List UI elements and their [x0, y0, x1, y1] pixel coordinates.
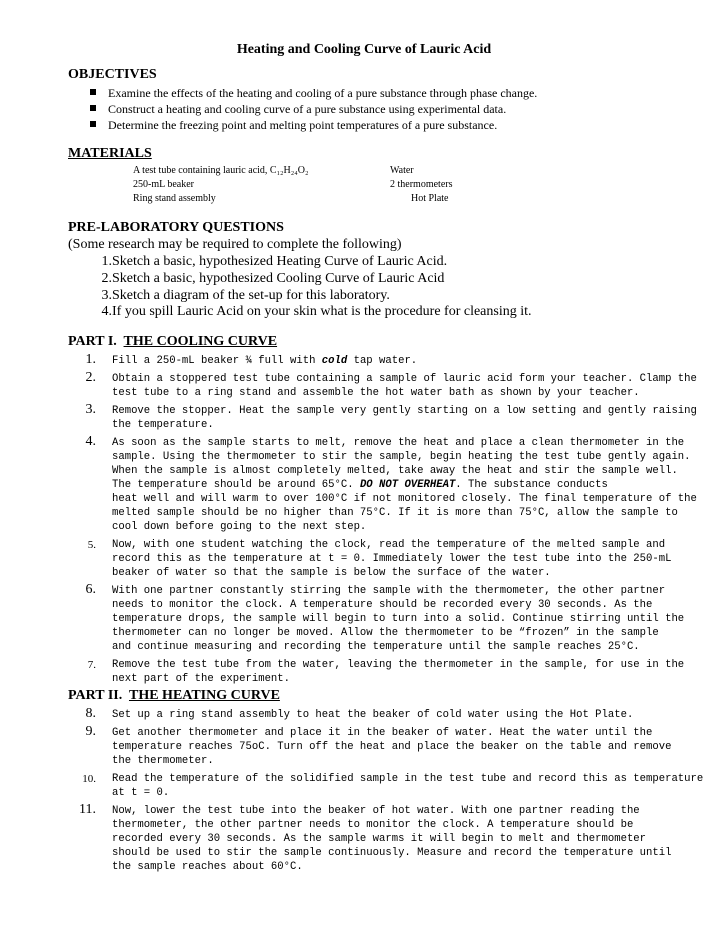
material-item: Water — [390, 165, 414, 176]
step-text-line: Now, with one student watching the clock, read the temperature of the melted sample and — [112, 539, 666, 551]
step-text-line: When the sample is almost completely melted, take away the heat and stir the sample well. — [112, 465, 678, 477]
step-text-line: Get another thermometer and place it in the beaker of water. Heat the water until the — [112, 727, 653, 739]
part1-heading: PART I. THE COOLING CURVE — [68, 334, 278, 349]
step-text-line: the temperature. — [112, 419, 214, 431]
step-number: 8. — [85, 706, 96, 721]
step-text-line: the thermometer. — [112, 755, 214, 767]
material-item: 250-mL beaker — [133, 179, 194, 190]
material-item: Ring stand assembly — [133, 193, 216, 204]
step-number: 1. — [85, 352, 96, 367]
step-text-line: As soon as the sample starts to melt, remove the heat and place a clean thermometer in the — [112, 437, 685, 449]
step-number: 7. — [87, 659, 96, 671]
step-number: 9. — [85, 724, 96, 739]
step-number: 4. — [85, 434, 96, 449]
objectives-heading: OBJECTIVES — [68, 67, 157, 82]
step-text-line: heat well and will warm to over 100°C if not monitored closely. The final temperature of the — [112, 493, 697, 505]
material-item: A test tube containing lauric acid, C₁₂H₂₄O₂ — [133, 165, 309, 176]
step-text-line: Remove the test tube from the water, leaving the thermometer in the sample, for use in the — [112, 659, 685, 671]
step-text-line: Now, lower the test tube into the beaker of hot water. With one partner reading the — [112, 805, 640, 817]
emphasis-text: cold — [321, 355, 348, 367]
step-number: 6. — [85, 582, 96, 597]
step-text-line: the sample reaches about 60°C. — [112, 861, 303, 873]
prelab-intro: (Some research may be required to complete the following) — [68, 237, 402, 252]
step-number: 2. — [85, 370, 96, 385]
step-text-line: at t = 0. — [112, 787, 170, 799]
step-text-line: and continue measuring and recording the temperature until the sample reaches 25°C. — [112, 641, 640, 653]
step-text-line: melted sample should be no higher than 75°C. If it is more than 75°C, allow the sample to — [112, 507, 678, 519]
step-text-line: thermometer can no longer be moved. Allow the thermometer to be “frozen” in the sample — [112, 627, 659, 639]
square-bullet-icon — [90, 89, 96, 95]
prelab-heading: PRE-LABORATORY QUESTIONS — [68, 220, 284, 235]
step-text-line: Fill a 250-mL beaker ¾ full with cold tap water. — [112, 355, 418, 367]
step-text-line: temperature drops, the sample will begin to turn into a solid. Continue stirring until the — [112, 613, 685, 625]
step-text-line: With one partner constantly stirring the sample with the thermometer, the other partner — [112, 585, 666, 597]
step-text-line: test tube to a ring stand and assemble the hot water bath as shown by your teacher. — [112, 387, 640, 399]
page-title: Heating and Cooling Curve of Lauric Acid — [236, 42, 492, 57]
step-text-line: Set up a ring stand assembly to heat the beaker of cold water using the Hot Plate. — [112, 709, 634, 721]
step-text-line: The temperature should be around 65°C. DO NOT OVERHEAT. The substance conducts — [112, 479, 608, 491]
step-number: 10. — [82, 773, 96, 785]
step-text-line: record this as the temperature at t = 0. Immediately lower the test tube into the 250-mL — [112, 553, 672, 565]
step-text-line: sample. Using the thermometer to stir the sample, begin heating the test tube gently again. — [112, 451, 691, 463]
step-text-line: recorded every 30 seconds. As the sample warms it will begin to melt and thermometer — [112, 833, 647, 845]
square-bullet-icon — [90, 121, 96, 127]
material-item: 2 thermometers — [390, 179, 453, 190]
step-number: 5. — [87, 539, 96, 551]
step-text-line: cool down before going to the next step. — [112, 521, 367, 533]
material-item: Hot Plate — [411, 193, 449, 204]
step-number: 3. — [85, 402, 96, 417]
document-page: Heating and Cooling Curve of Lauric Acid OBJECTIVES Examine the effects of the heating and cooling of a pure substance through phase change. Construct a heating and cooling curve of a pure substance using experimental data. Determine the freezing point and melting point temperatures of a pure substance. MATERIALS A test tube containing lauric acid, C₁₂H₂₄O₂ 250-mL beaker Ring stand assembly Water 2 thermometers Hot Plate PRE-LABORATORY QUESTIONS (Some research may be required to complete the following) 1. Sketch a basic, hypothesized Heating Curve of Lauric Acid. 2. Sketch a basic, hypothesized Cooling Curve of Lauric Acid 3. Sketch a diagram of the set-up for this laboratory. 4. If you spill Lauric Acid on your skin what is the procedure for cleansing it. PART I. THE COOLING CURVE 1. Fill a 250-mL beaker ¾ full with cold tap water. 2. Obtain a stoppered test tube containing a sample of lauric acid form your teacher. Clamp the test tube to a ring stand and assemble the hot water bath as shown by your teacher. 3. Remove the stopper. Heat the sample very gently starting on a low setting and gently raising the temperature. 4. As soon as the sample starts to melt, remove the heat and place a clean thermometer in the sample. Using the thermometer to stir the sample, begin heating the test tube gently again. When the sample is almost completely melted, take away the heat and stir the sample well. The temperature should be around 65°C. DO NOT OVERHEAT. The substance conducts heat well and will warm to over 100°C if not monitored closely. The final temperature of the melted sample should be no higher than 75°C. If it is more than 75°C, allow the sample to cool down before going to the next step. 5. Now, with one student watching the clock, read the temperature of the melted sample and record this as the temperature at t = 0. Immediately lower the test tube into the 250-mL beaker of water so that the sample is below the surface of the water. 6. With one partner constantly stirring the sample with the thermometer, the other partner needs to monitor the clock. A temperature should be recorded every 30 seconds. As the temperature drops, the sample will begin to turn into a solid. Continue stirring until the thermometer can no longer be moved. Allow the thermometer to be “frozen” in the sample and continue measuring and recording the temperature until the sample reaches 25°C. 7. Remove the test tube from the water, leaving the thermometer in the sample, for use in the next part of the experiment. PART II. THE HEATING CURVE 8. Set up a ring stand assembly to heat the beaker of cold water using the Hot Plate. 9. Get another thermometer and place it in the beaker of water. Heat the water until the temperature reaches 75oC. Turn off the heat and place the beaker on the table and remove the thermometer. 10. Read the temperature of the solidified sample in the test tube and record this as temperature at t = 0. 11. Now, lower the test tube into the beaker of hot water. With one partner reading the thermometer, the other partner needs to monitor the clock. A temperature should be recorded every 30 seconds. As the sample warms it will begin to melt and thermometer should be used to stir the sample continuously. Measure and record the temperature until the sample reaches about 60°C. — [0, 0, 728, 942]
step-text-line: thermometer, the other partner needs to monitor the clock. A temperature should be — [112, 819, 634, 831]
emphasis-text: DO NOT OVERHEAT — [359, 479, 456, 491]
step-text-line: temperature reaches 75oC. Turn off the heat and place the beaker on the table and remove — [112, 741, 672, 753]
part2-heading: PART II. THE HEATING CURVE — [68, 688, 280, 703]
step-text-line: Remove the stopper. Heat the sample very gently starting on a low setting and gently raising — [112, 405, 697, 417]
step-text-line: next part of the experiment. — [112, 673, 291, 685]
step-number: 11. — [79, 802, 96, 817]
objective-item: Determine the freezing point and melting point temperatures of a pure substance. — [90, 118, 497, 133]
materials-heading: MATERIALS — [68, 146, 152, 161]
step-text-line: Read the temperature of the solidified sample in the test tube and record this as temperature — [112, 773, 704, 785]
step-text-line: should be used to stir the sample continuously. Measure and record the temperature until — [112, 847, 672, 859]
objective-item: Construct a heating and cooling curve of a pure substance using experimental data. — [90, 102, 506, 117]
step-text-line: needs to monitor the clock. A temperature should be recorded every 30 seconds. As the — [112, 599, 653, 611]
step-text-line: Obtain a stoppered test tube containing a sample of lauric acid form your teacher. Clamp the — [112, 373, 697, 385]
square-bullet-icon — [90, 105, 96, 111]
step-text-line: beaker of water so that the sample is below the surface of the water. — [112, 567, 551, 579]
objective-item: Examine the effects of the heating and cooling of a pure substance through phase change. — [90, 86, 537, 101]
